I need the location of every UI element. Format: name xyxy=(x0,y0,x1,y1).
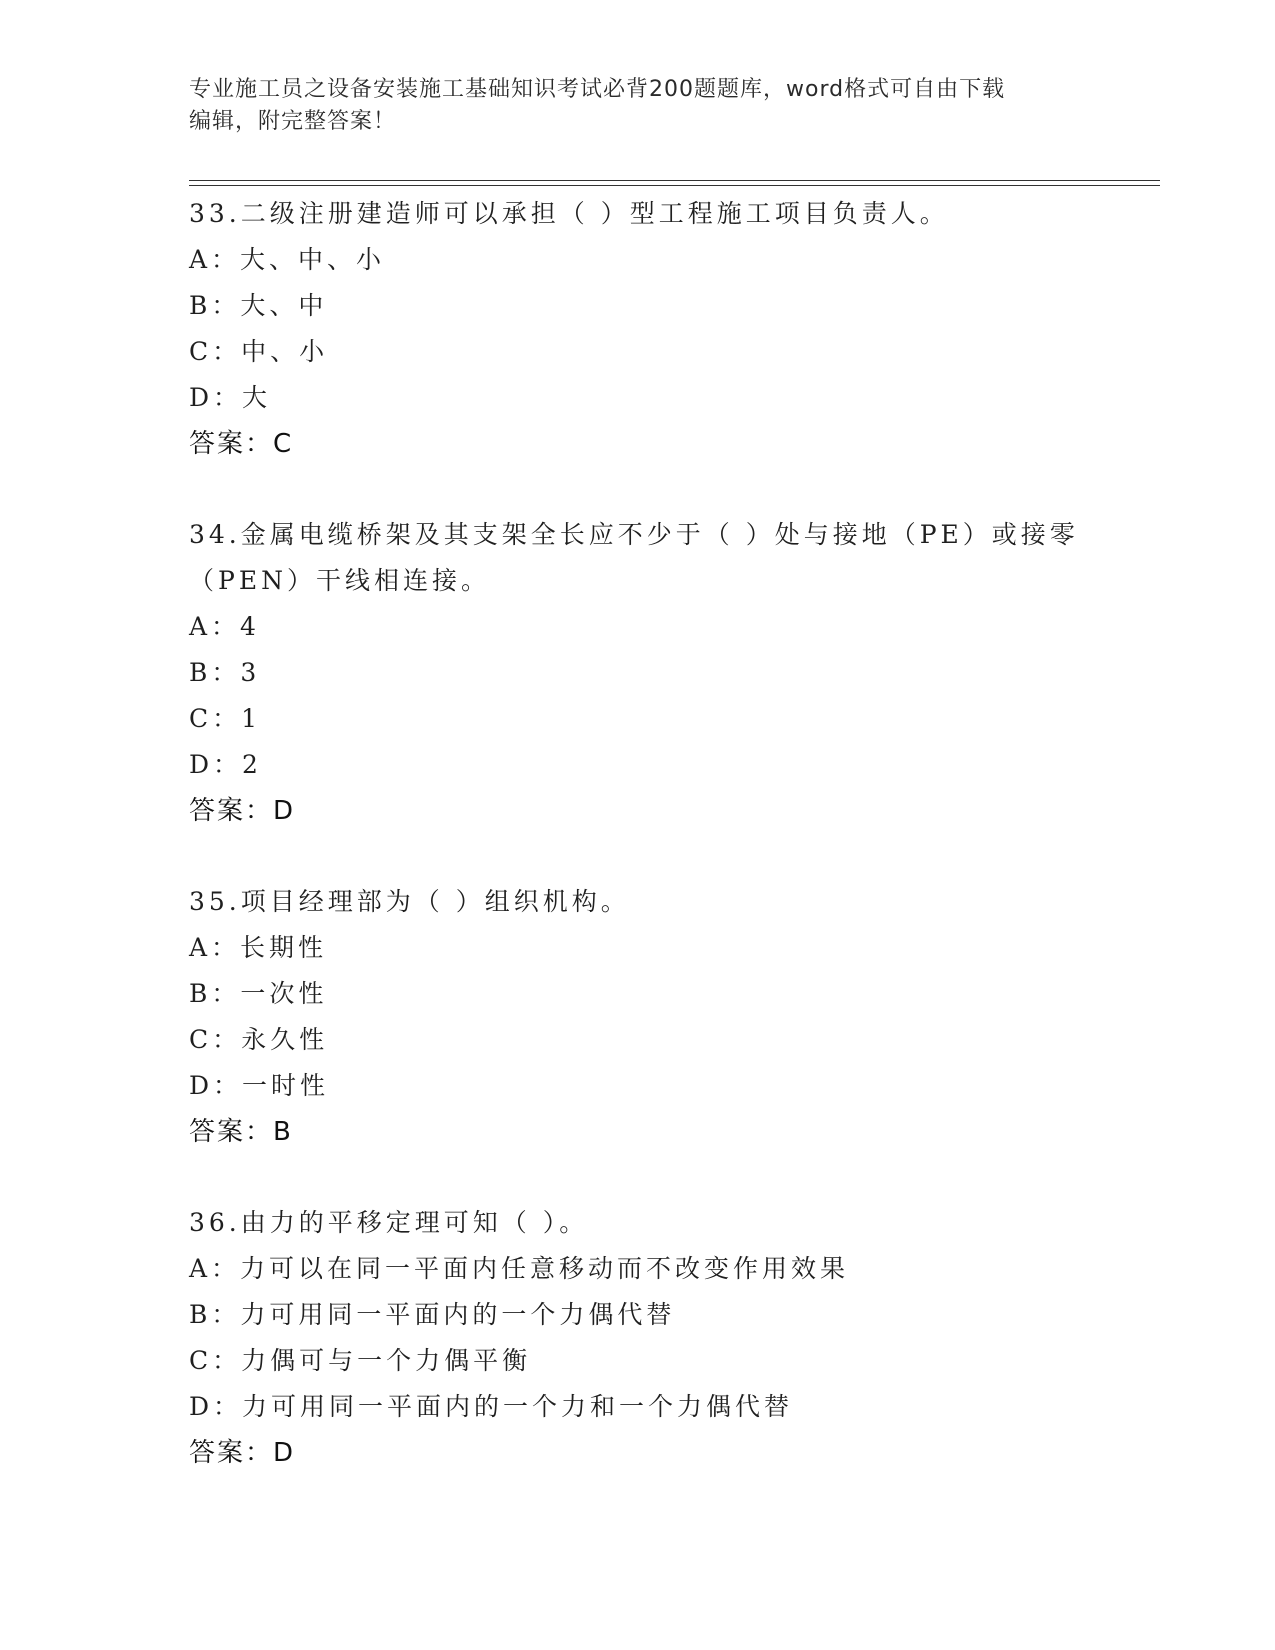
option-b: B：一次性 xyxy=(189,979,328,1008)
option-c: C：力偶可与一个力偶平衡 xyxy=(189,1346,532,1375)
header-line-1: 专业施工员之设备安装施工基础知识考试必背200题题库，word格式可自由下载 xyxy=(189,77,1006,102)
question-text xyxy=(189,879,1089,925)
question-34 xyxy=(189,512,1089,834)
question-text-line: （PEN）干线相连接。 xyxy=(189,566,490,595)
document-header xyxy=(189,74,1089,138)
option-a: A：4 xyxy=(189,612,260,641)
question-33 xyxy=(189,191,1089,467)
question-text-line: 36.由力的平移定理可知（ ）。 xyxy=(189,1208,589,1237)
option-d: D：力可用同一平面内的一个力和一个力偶代替 xyxy=(189,1392,794,1421)
question-text-line: 34.金属电缆桥架及其支架全长应不少于（ ）处与接地（PE）或接零 xyxy=(189,520,1079,549)
option-a: A：力可以在同一平面内任意移动而不改变作用效果 xyxy=(189,1254,850,1283)
question-35 xyxy=(189,879,1089,1155)
answer-line: 答案：B xyxy=(189,1117,293,1147)
header-line-2: 编辑，附完整答案！ xyxy=(189,109,397,134)
answer-line: 答案：D xyxy=(189,1438,296,1468)
option-c: C：1 xyxy=(189,704,262,733)
answer-line: 答案：D xyxy=(189,796,296,826)
option-c: C：中、小 xyxy=(189,337,329,366)
option-d: D：大 xyxy=(189,383,272,412)
option-a: A：长期性 xyxy=(189,933,328,962)
option-d: D：2 xyxy=(189,750,262,779)
answer-line: 答案：C xyxy=(189,429,294,459)
question-text-line: 35.项目经理部为（ ）组织机构。 xyxy=(189,887,630,916)
option-b: B：3 xyxy=(189,658,261,687)
question-text xyxy=(189,191,1089,237)
option-d: D：一时性 xyxy=(189,1071,330,1100)
option-b: B：大、中 xyxy=(189,291,328,320)
question-text xyxy=(189,1200,1089,1246)
question-text-line: 33.二级注册建造师可以承担（ ）型工程施工项目负责人。 xyxy=(189,199,949,228)
header-divider-top xyxy=(189,180,1160,181)
option-b: B：力可用同一平面内的一个力偶代替 xyxy=(189,1300,676,1329)
option-a: A：大、中、小 xyxy=(189,245,386,274)
question-36 xyxy=(189,1200,1089,1476)
question-list xyxy=(189,191,1089,1521)
option-c: C：永久性 xyxy=(189,1025,329,1054)
header-divider-bottom xyxy=(189,185,1160,186)
question-text xyxy=(189,512,1089,604)
